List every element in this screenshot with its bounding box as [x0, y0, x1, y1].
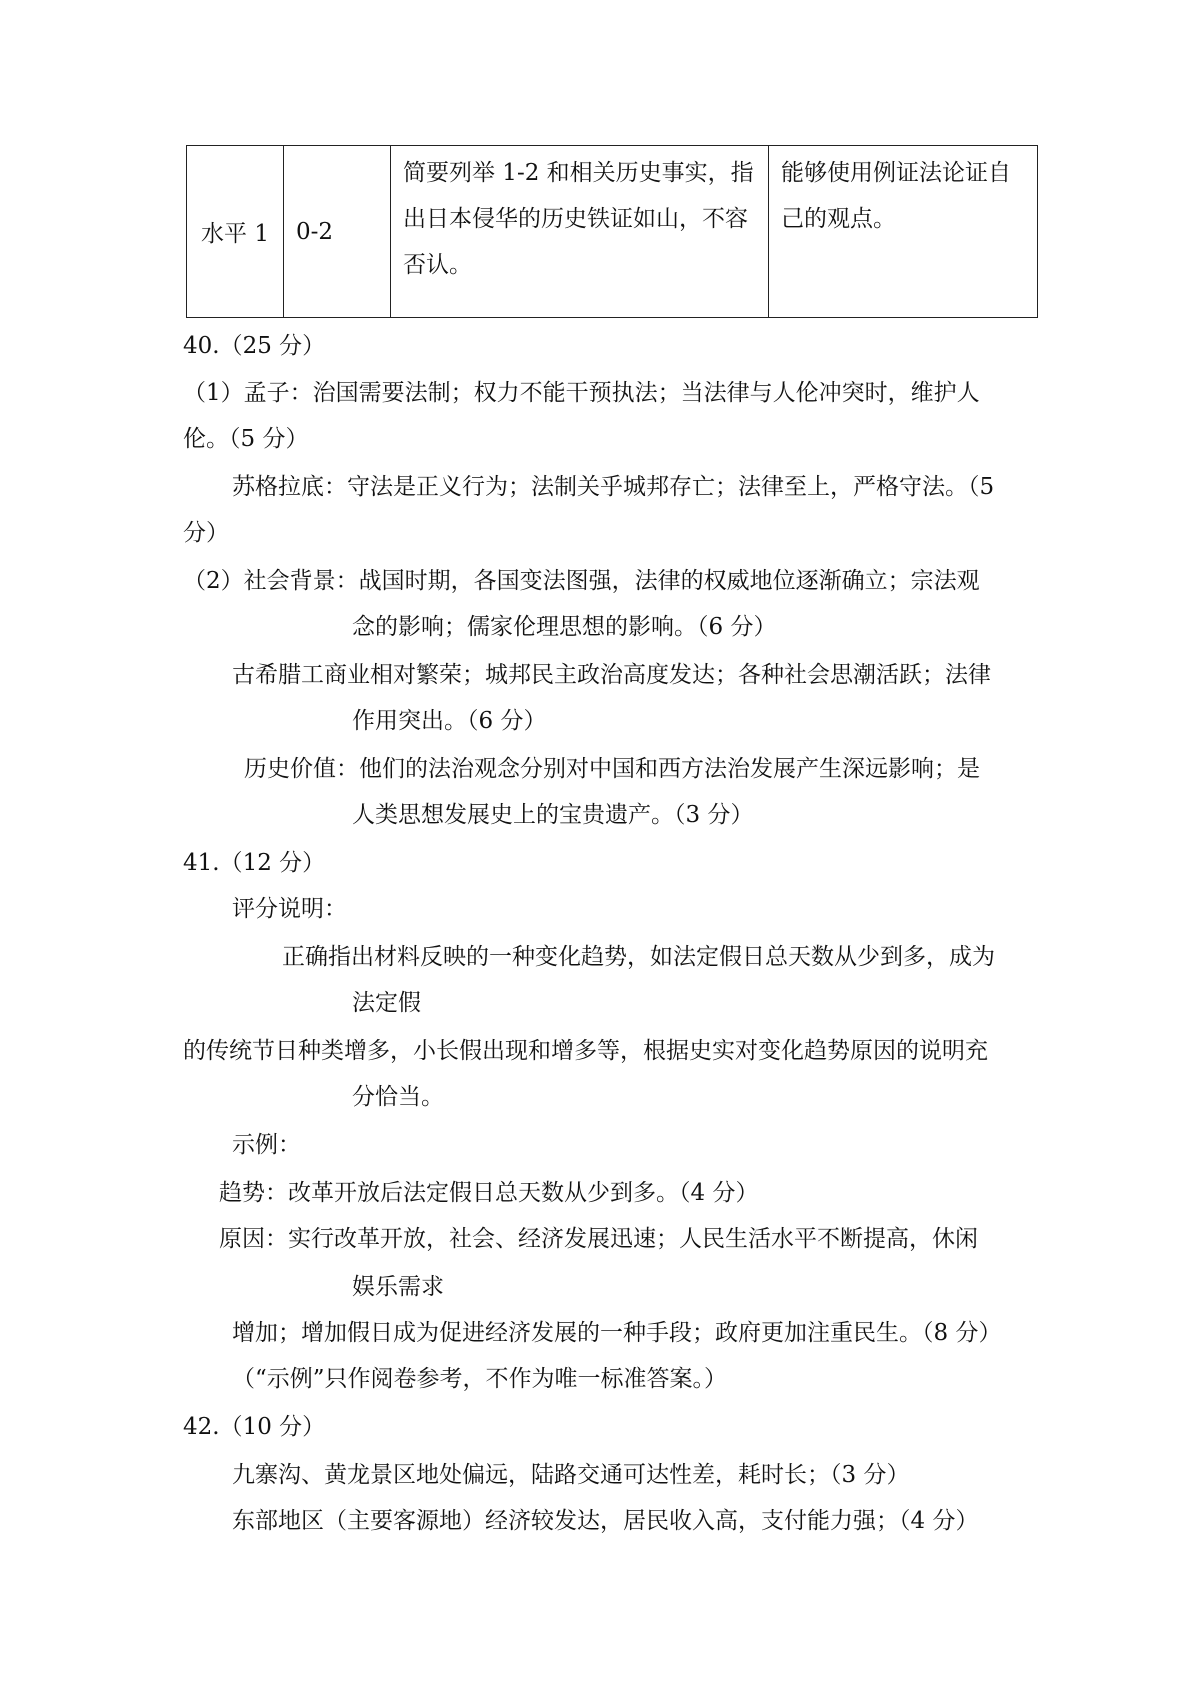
answer-line: 的传统节日种类增多，小长假出现和增多等，根据史实对变化趋势原因的说明充	[183, 1038, 988, 1064]
answer-line: 原因：实行改革开放，社会、经济发展迅速；人民生活水平不断提高，休闲	[219, 1226, 978, 1252]
table-row	[187, 146, 1038, 318]
answer-line: （“示例”只作阅卷参考，不作为唯一标准答案。）	[232, 1366, 728, 1392]
answer-line: （1）孟子：治国需要法制；权力不能干预执法；当法律与人伦冲突时，维护人	[183, 380, 980, 406]
answer-line: 念的影响；儒家伦理思想的影响。（6 分）	[352, 614, 777, 640]
answer-line: 正确指出材料反映的一种变化趋势，如法定假日总天数从少到多，成为	[282, 944, 995, 970]
answer-line: 东部地区（主要客源地）经济较发达，居民收入高，支付能力强；（4 分）	[232, 1508, 979, 1534]
question-42-heading: 42.（10 分）	[183, 1414, 326, 1440]
answer-line: 娱乐需求	[352, 1274, 444, 1300]
score-cell: 0-2	[284, 146, 391, 318]
answer-line: 历史价值：他们的法治观念分别对中国和西方法治发展产生深远影响；是	[244, 756, 980, 782]
answer-line: 人类思想发展史上的宝贵遗产。（3 分）	[352, 802, 754, 828]
level-cell: 水平 1	[187, 146, 284, 318]
answer-line: 苏格拉底：守法是正义行为；法制关乎城邦存亡；法律至上，严格守法。（5	[232, 474, 995, 500]
answer-line: 法定假	[352, 990, 421, 1016]
scoring-table-grid	[186, 145, 1038, 318]
facts-cell: 简要列举 1-2 和相关历史事实，指出日本侵华的历史铁证如山，不容否认。	[391, 146, 769, 318]
answer-line: 伦。（5 分）	[183, 426, 309, 452]
question-41-heading: 41.（12 分）	[183, 850, 326, 876]
answer-line: 分恰当。	[352, 1084, 444, 1110]
answer-line: 示例：	[232, 1132, 301, 1158]
answer-line: （2）社会背景：战国时期，各国变法图强，法律的权威地位逐渐确立；宗法观	[183, 568, 980, 594]
answer-line: 评分说明：	[232, 896, 347, 922]
answer-line: 作用突出。（6 分）	[352, 708, 547, 734]
answer-line: 增加；增加假日成为促进经济发展的一种手段；政府更加注重民生。（8 分）	[232, 1320, 1002, 1346]
answer-line: 分）	[183, 520, 229, 546]
answer-line: 趋势：改革开放后法定假日总天数从少到多。（4 分）	[219, 1180, 759, 1206]
answer-line: 古希腊工商业相对繁荣；城邦民主政治高度发达；各种社会思潮活跃；法律	[232, 662, 991, 688]
method-cell: 能够使用例证法论证自己的观点。	[769, 146, 1038, 318]
question-40-heading: 40.（25 分）	[183, 333, 326, 359]
scoring-table	[186, 145, 1038, 318]
answer-line: 九寨沟、黄龙景区地处偏远，陆路交通可达性差，耗时长；（3 分）	[232, 1462, 910, 1488]
